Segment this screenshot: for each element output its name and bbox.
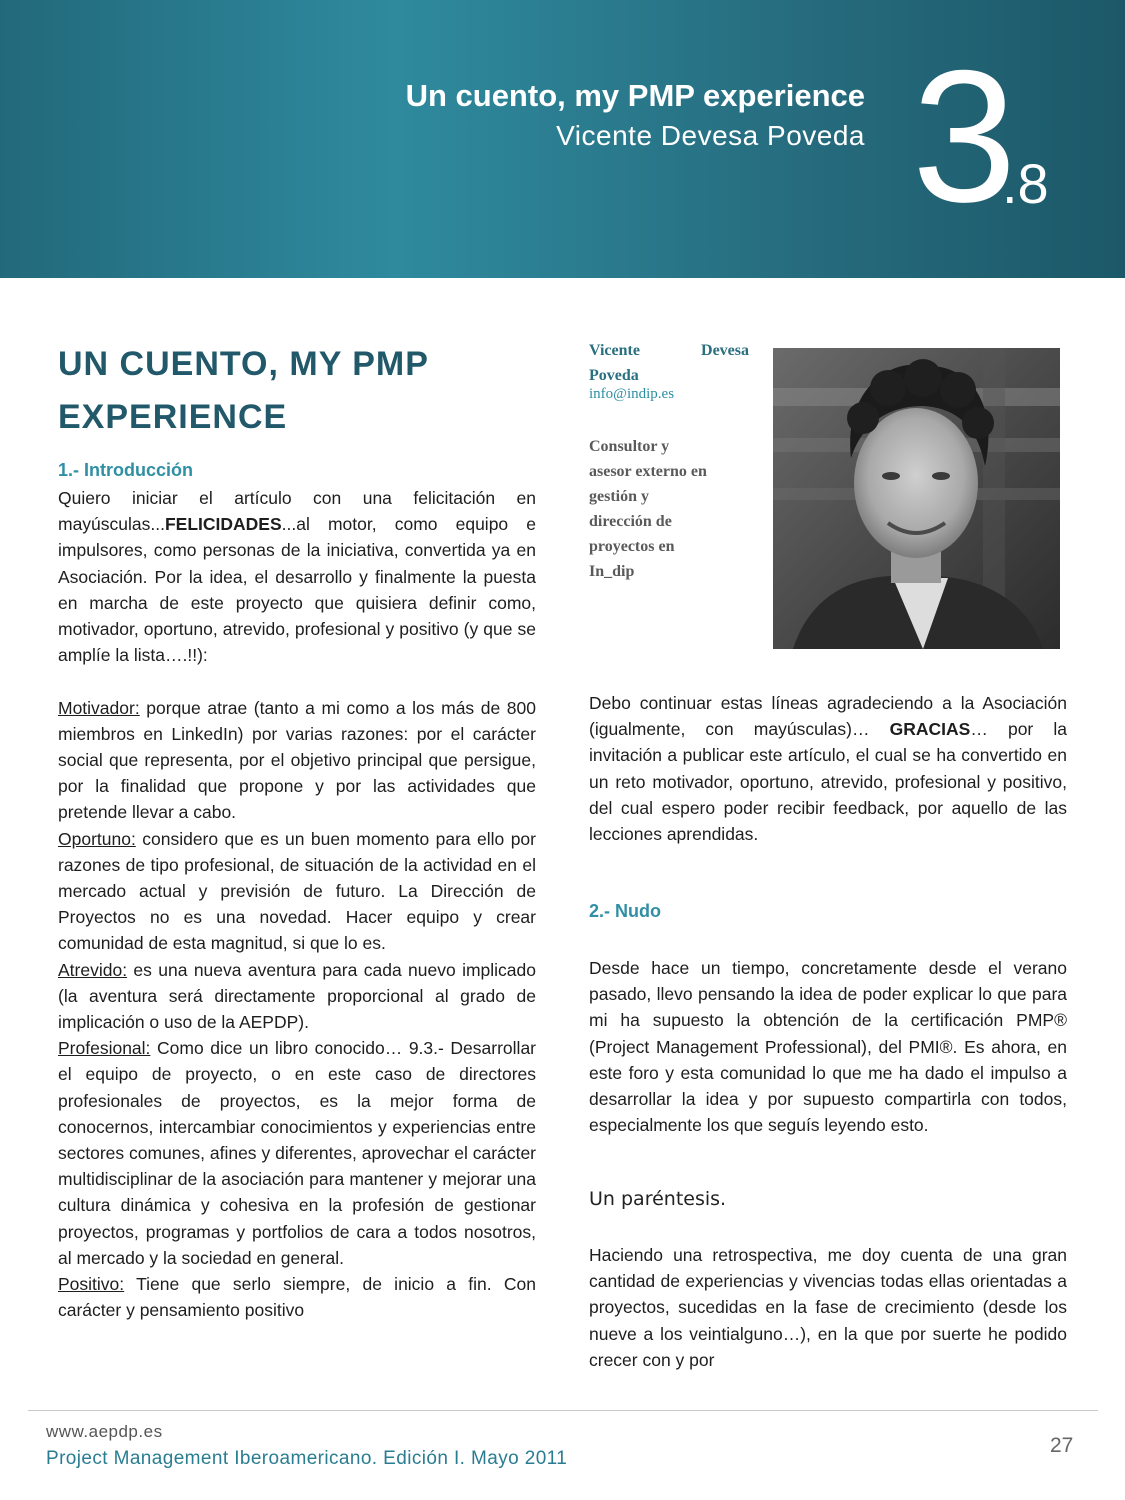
term-label: Positivo: xyxy=(58,1274,125,1295)
nudo-paragraph xyxy=(589,955,1067,1138)
retrospective-paragraph xyxy=(589,1242,1067,1373)
chapter-number: 3 xyxy=(912,31,1013,241)
gratitude-emphasis: GRACIAS xyxy=(889,719,971,740)
term-label: Atrevido: xyxy=(58,959,128,980)
gratitude-paragraph xyxy=(589,690,1067,847)
author-role xyxy=(589,434,754,584)
intro-text: ...al motor, como equipo e impulsores, como personas de la iniciativa, convertida ya en Asociación. Por la idea, el desarrollo y finalmente la puesta en marcha de este proyecto que quisiera definir como, motivador, oportuno, atrevido, profesional y positivo (y que se amplíe la lista….!!): xyxy=(58,514,536,666)
author-role-line: proyectos en xyxy=(589,538,675,555)
oportuno-paragraph xyxy=(58,826,536,957)
author-role-line: dirección de xyxy=(589,513,672,530)
header-author: Vicente Devesa Poveda xyxy=(556,120,865,151)
author-email-link[interactable]: info@indip.es xyxy=(589,386,675,402)
gratitude-text: … por la invitación a publicar este artículo, el cual se ha convertido en un reto motivador, oportuno, atrevido, profesional y positivo, del cual espero poder recibir feedback, por aquello de las lecciones aprendidas. xyxy=(589,719,1067,845)
author-role-line: In_dip xyxy=(589,563,635,580)
author-role-line: asesor externo en xyxy=(589,463,707,480)
term-text: es una nueva aventura para cada nuevo implicado (la aventura será directamente proporcional al grado de implicación o uso de la AEPDP). xyxy=(58,959,536,1033)
term-text: considero que es un buen momento para ello por razones de tipo profesional, de situación de la actividad en el mercado actual y previsión de futuro. La Dirección de Proyectos no es una novedad. Hacer equipo y crear comunidad de esta magnitud, si que lo es. xyxy=(58,828,536,954)
page-number: 27 xyxy=(1050,1434,1074,1457)
gratitude-text: Debo continuar estas líneas agradeciendo a la Asociación (igualmente, con mayúsculas)… xyxy=(589,693,1067,740)
term-text: porque atrae (tanto a mi como a los más de 800 miembros en LinkedIn) por varias razones: por el carácter social que representa, por el objetivo principal que persigue, por la finalidad que propone y por las actividades que pretende llevar a cabo. xyxy=(58,697,536,823)
author-portrait-image xyxy=(773,348,1060,649)
term-label: Oportuno: xyxy=(58,828,136,849)
author-surname: Devesa xyxy=(701,342,749,359)
positivo-paragraph xyxy=(58,1271,536,1323)
intro-emphasis: FELICIDADES xyxy=(164,514,282,535)
intro-text: Quiero iniciar el artículo con una felicitación en mayúsculas... xyxy=(58,488,536,535)
atrevido-paragraph xyxy=(58,957,536,1036)
term-label: Profesional: xyxy=(58,1038,151,1059)
section-heading-intro: 1.- Introducción xyxy=(58,460,193,480)
footer-website-link[interactable]: www.aepdp.es xyxy=(46,1422,163,1441)
term-label: Motivador: xyxy=(58,697,140,718)
parenthesis-note: Un paréntesis. xyxy=(589,1188,727,1210)
author-role-line: gestión y xyxy=(589,488,649,505)
author-second-surname: Poveda xyxy=(589,367,639,384)
motivador-paragraph xyxy=(58,695,536,826)
footer-divider xyxy=(28,1410,1098,1411)
chapter-subnumber: .8 xyxy=(1002,152,1049,215)
intro-paragraph xyxy=(58,485,536,668)
author-first-name: Vicente xyxy=(589,342,640,359)
article-title-line: UN CUENTO, MY PMP xyxy=(58,345,429,383)
header-title: Un cuento, my PMP experience xyxy=(405,78,865,113)
term-text: Tiene que serlo siempre, de inicio a fin. Con carácter y pensamiento positivo xyxy=(58,1274,536,1321)
article-title-line: EXPERIENCE xyxy=(58,398,288,436)
profesional-paragraph xyxy=(58,1035,536,1271)
author-role-line: Consultor y xyxy=(589,438,670,455)
left-column-body xyxy=(58,485,536,1323)
author-photo xyxy=(773,348,1060,649)
article-title xyxy=(58,338,528,444)
footer-publication: Project Management Iberoamericano. Edición I. Mayo 2011 xyxy=(46,1448,568,1469)
author-name xyxy=(589,338,749,388)
section-heading-nudo: 2.- Nudo xyxy=(589,901,661,921)
nudo-text: Desde hace un tiempo, concretamente desde el verano pasado, llevo pensando la idea de poder explicar lo que para mi ha supuesto la obtención de la certificación PMP® (Project Management Professional), del PMI®. Es ahora, en este foro y esta comunidad lo que me ha dado el impulso a desarrollar la idea y por supuesto compartirla con todos, especialmente los que seguís leyendo esto. xyxy=(589,958,1067,1136)
term-text: Como dice un libro conocido… 9.3.- Desarrollar el equipo de proyecto, o en este caso de directores profesionales de proyectos, es la mejor forma de conocernos, intercambiar conocimientos y experiencias entre sectores comunes, afines y diferentes, aprovechar el carácter multidisciplinar de la asociación para mantener y mejorar una cultura dinámica y cohesiva en la profesión de gestionar proyectos, programas y portfolios de cara a todos nosotros, al mercado y la sociedad en general. xyxy=(58,1038,536,1268)
retrospective-text: Haciendo una retrospectiva, me doy cuenta de una gran cantidad de experiencias y vivencias todas ellas orientadas a proyectos, sucedidas en la fase de crecimiento (desde los nueve a los veintialguno…), en la que por suerte he podido crecer con y por xyxy=(589,1245,1067,1370)
